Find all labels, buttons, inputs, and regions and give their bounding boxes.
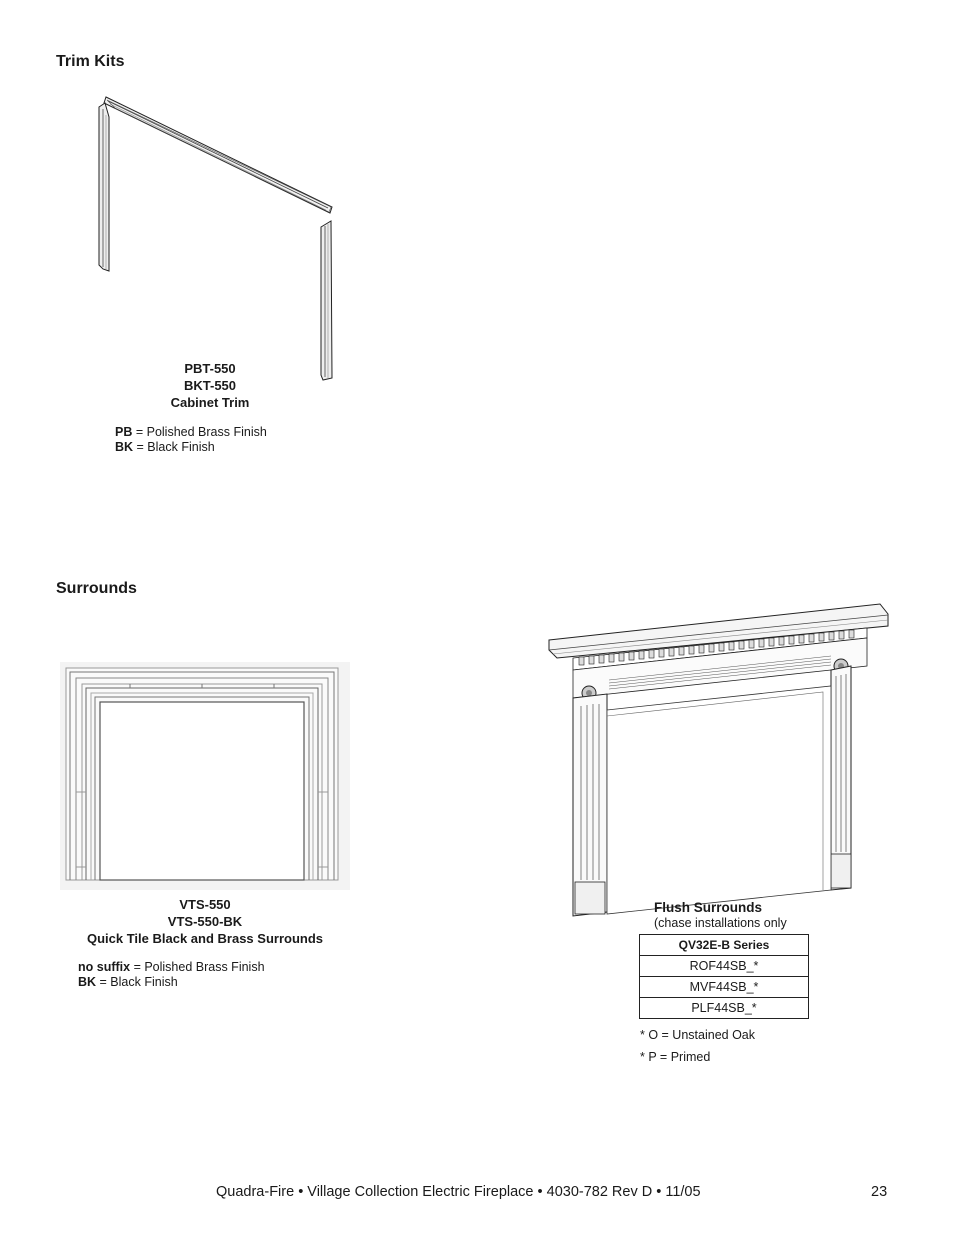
quick-tile-caption xyxy=(60,896,350,947)
legend-text: = Polished Brass Finish xyxy=(130,960,265,974)
table-row xyxy=(640,956,809,977)
caption-line: VTS-550-BK xyxy=(167,914,243,929)
legend-item xyxy=(78,975,265,990)
trim-kits-heading: Trim Kits xyxy=(56,53,125,70)
flush-surrounds-block xyxy=(654,900,787,930)
legend-item xyxy=(115,440,267,455)
legend-code: BK xyxy=(78,975,97,989)
caption-line: Cabinet Trim xyxy=(170,395,250,410)
page-footer: Quadra-Fire • Village Collection Electric Fireplace • 4030-782 Rev D • 11/05 xyxy=(216,1184,701,1200)
caption-line: Quick Tile Black and Brass Surrounds xyxy=(86,931,323,946)
legend-item xyxy=(115,425,267,440)
table-header-row xyxy=(640,935,809,956)
legend-text: = Black Finish xyxy=(133,440,215,454)
table-cell: PLF44SB_* xyxy=(640,998,809,1019)
legend-code: no suffix xyxy=(78,960,131,974)
flush-surrounds-subtitle: (chase installations only xyxy=(654,916,787,930)
caption-line: PBT-550 xyxy=(184,361,236,376)
surrounds-legend xyxy=(78,960,265,990)
legend-text: = Polished Brass Finish xyxy=(132,425,267,439)
legend-code: BK xyxy=(115,440,134,454)
flush-surrounds-title: Flush Surrounds xyxy=(654,900,762,915)
table-cell: MVF44SB_* xyxy=(640,977,809,998)
table-header: QV32E-B Series xyxy=(640,935,809,956)
caption-line: VTS-550 xyxy=(179,897,231,912)
finish-note: * O = Unstained Oak xyxy=(640,1028,755,1042)
table-cell: ROF44SB_* xyxy=(640,956,809,977)
cabinet-trim-illustration xyxy=(95,95,340,385)
page-number: 23 xyxy=(871,1184,888,1200)
legend-code: PB xyxy=(115,425,133,439)
surrounds-heading: Surrounds xyxy=(56,580,137,597)
flush-surrounds-table xyxy=(639,934,809,1019)
flush-surround-mantel-illustration xyxy=(545,602,890,918)
legend-text: = Black Finish xyxy=(96,975,178,989)
cabinet-trim-caption xyxy=(150,360,270,411)
quick-tile-surround-illustration xyxy=(60,662,350,890)
table-row xyxy=(640,977,809,998)
trim-kits-legend xyxy=(115,425,267,455)
table-row xyxy=(640,998,809,1019)
caption-line: BKT-550 xyxy=(183,378,237,393)
finish-note: * P = Primed xyxy=(640,1050,711,1064)
legend-item xyxy=(78,960,265,975)
